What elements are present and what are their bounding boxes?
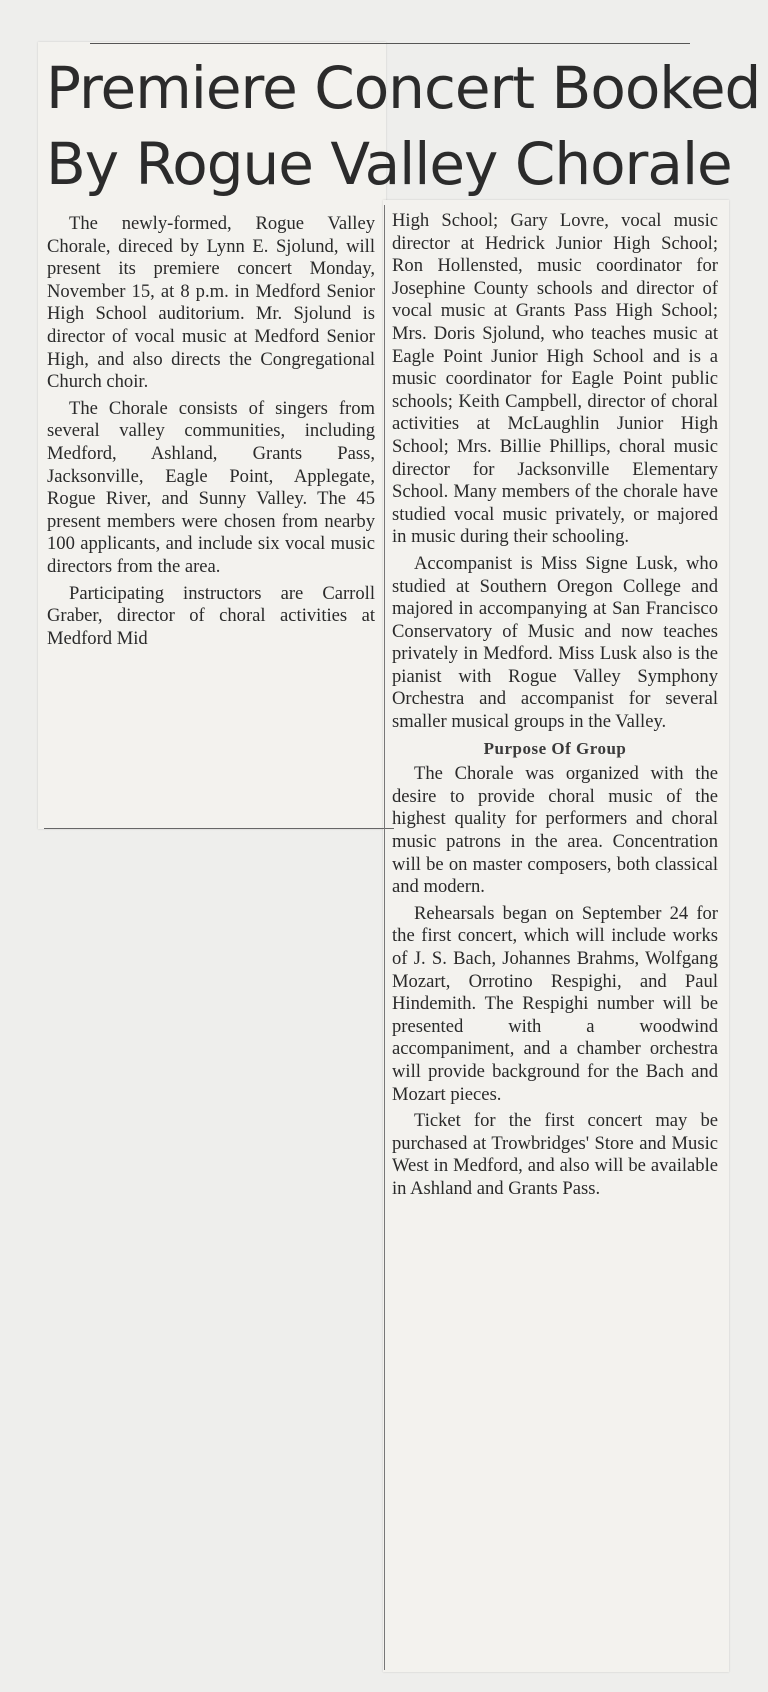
- paragraph-tickets: Ticket for the first concert may be purchased at Trowbridges' Store and Music West in Medford, and also will be available in Ashland and Grants Pass.: [392, 1110, 718, 1199]
- bottom-rule: [44, 828, 394, 829]
- column-rule: [384, 205, 385, 1670]
- headline-line-2: By Rogue Valley Chorale: [46, 130, 732, 198]
- top-rule: [90, 43, 690, 44]
- paragraph-accompanist: Accompanist is Miss Signe Lusk, who studied at Southern Oregon College and majored in accompanying at San Francisco Conservatory of Music and now teaches privately in Medford. Miss Lusk also is the pianist with Rogue Valley Symphony Orchestra and accompanist for several smaller musical groups in the Valley.: [392, 552, 718, 733]
- paragraph-instructors-continued: High School; Gary Lovre, vocal music director at Hedrick Junior High School; Ron Hollensted, music coordinator for Josephine County schools and director of vocal music at Grants Pass High School; Mrs. Doris Sjolund, who teaches music at Eagle Point Junior High School and is a music coordinator for Eagle Point public schools; Keith Campbell, director of choral activities at McLaughlin Junior High School; Mrs. Billie Phillips, choral music director for Jacksonville Elementary School. Many members of the chorale have studied vocal music privately, or majored in music during their schooling.: [392, 210, 718, 548]
- paragraph-rehearsals: Rehearsals began on September 24 for the first concert, which will include works of J. S. Bach, Johannes Brahms, Wolfgang Mozart, Orrotino Respighi, and Paul Hindemith. The Respighi number will be presented with a woodwind accompaniment, and a chamber orchestra will provide background for the Bach and Mozart pieces.: [392, 902, 718, 1105]
- article-right-column: [392, 210, 718, 1205]
- paragraph-members: The Chorale consists of singers from several valley communities, including Medford, Ashland, Grants Pass, Jacksonville, Eagle Point, Applegate, Rogue River, and Sunny Valley. The 45 present members were chosen from nearby 100 applicants, and include six vocal music directors from the area.: [47, 397, 375, 577]
- subhead-purpose: Purpose Of Group: [483, 738, 627, 758]
- paragraph-purpose: The Chorale was organized with the desire to provide choral music of the highest quality for performers and choral music patrons in the area. Concentration will be on master composers, both classical and modern.: [392, 763, 718, 898]
- paragraph-instructors: Participating instructors are Carroll Graber, director of choral activities at Medford Mid: [47, 582, 375, 649]
- headline-line-1: Premiere Concert Booked: [46, 54, 761, 122]
- paragraph-intro: The newly-formed, Rogue Valley Chorale, direced by Lynn E. Sjolund, will present its premiere concert Monday, November 15, at 8 p.m. in Medford Senior High School auditorium. Mr. Sjolund is director of vocal music at Medford Senior High, and also directs the Congregational Church choir.: [47, 213, 375, 393]
- headline: [46, 50, 761, 202]
- article-left-column: [47, 213, 375, 654]
